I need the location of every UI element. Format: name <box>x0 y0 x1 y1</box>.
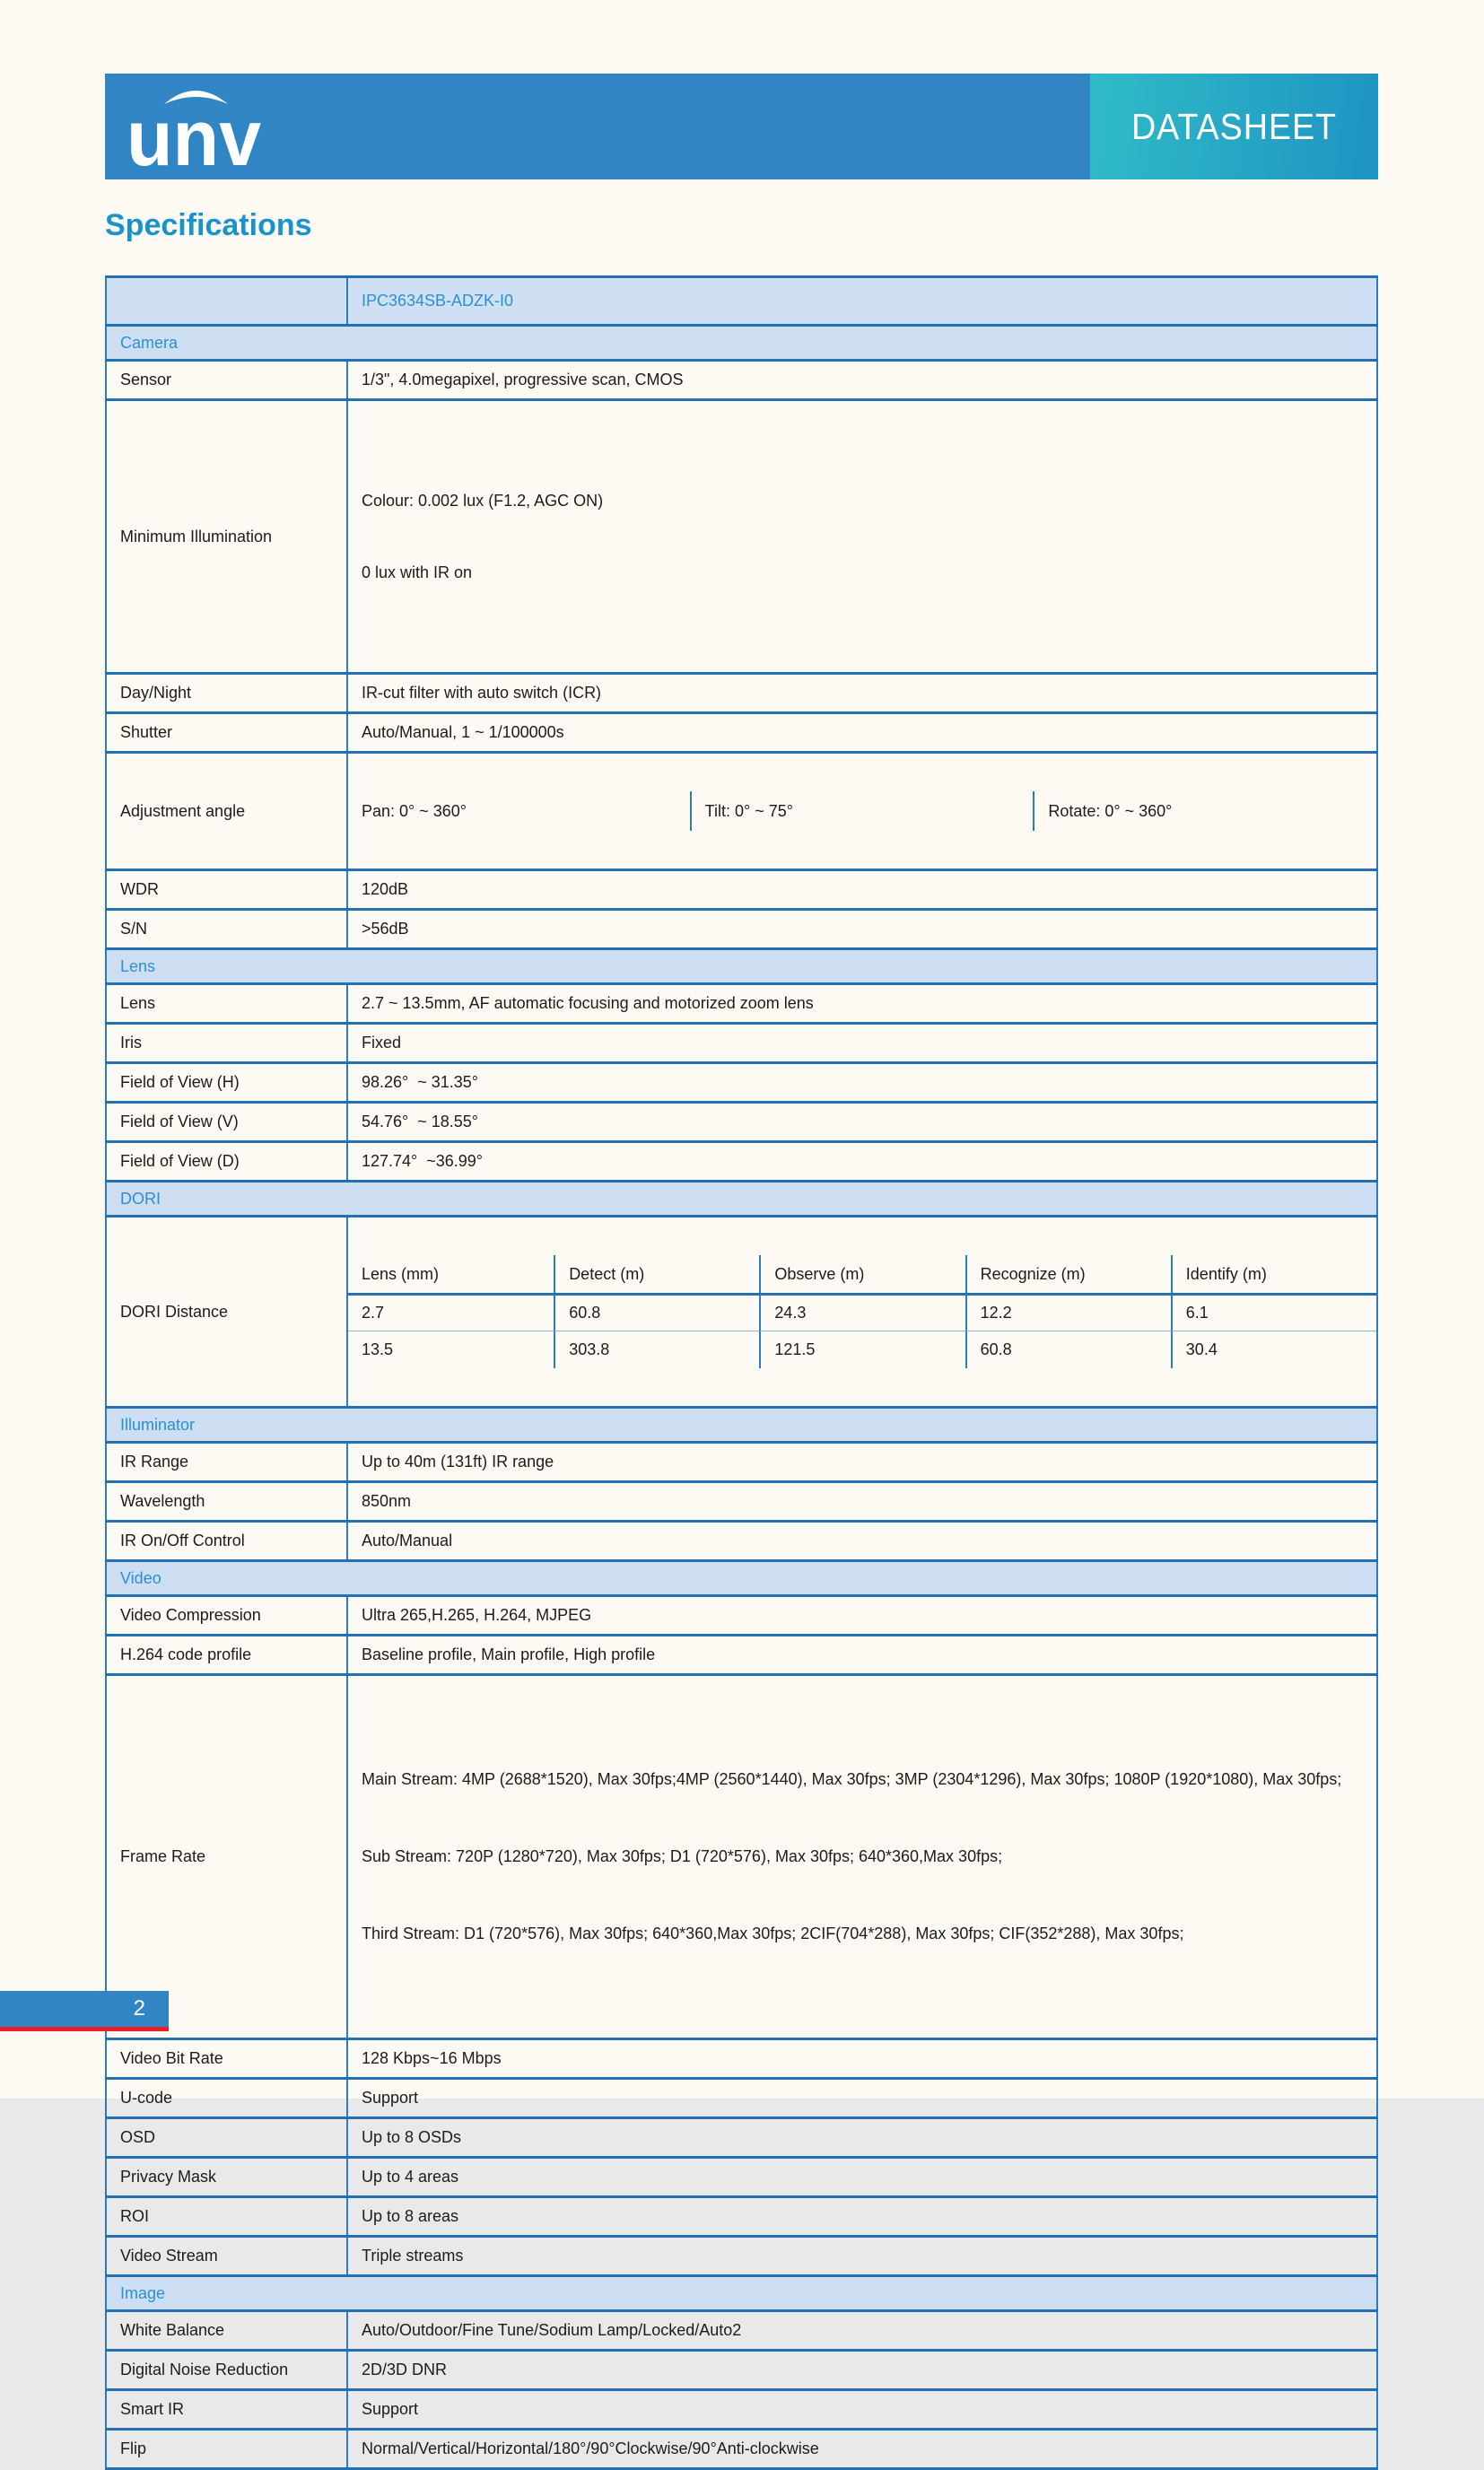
section-title: Lens <box>106 949 1377 984</box>
row-value <box>347 400 1377 674</box>
row-value: 1/3", 4.0megapixel, progressive scan, CMOS <box>347 361 1377 400</box>
row-value: 98.26° ~ 31.35° <box>347 1063 1377 1103</box>
dori-cell: 24.3 <box>759 1293 965 1331</box>
dori-cell: 121.5 <box>759 1331 965 1368</box>
row-value: Normal/Vertical/Horizontal/180°/90°Clockwise/90°Anti-clockwise <box>347 2430 1377 2469</box>
row-value: Up to 40m (131ft) IR range <box>347 1443 1377 1482</box>
row-shutter <box>106 713 1377 753</box>
row-ucode <box>106 2079 1377 2118</box>
row-h264-profile <box>106 1636 1377 1675</box>
row-label: Field of View (H) <box>106 1063 347 1103</box>
section-title: Video <box>106 1561 1377 1596</box>
row-label: Frame Rate <box>106 1675 347 2039</box>
row-label: Field of View (D) <box>106 1142 347 1182</box>
row-flip <box>106 2430 1377 2469</box>
row-value: 850nm <box>347 1482 1377 1522</box>
row-ir-range <box>106 1443 1377 1482</box>
row-label: Smart IR <box>106 2390 347 2430</box>
row-value: Triple streams <box>347 2237 1377 2276</box>
row-value: Auto/Manual, 1 ~ 1/100000s <box>347 713 1377 753</box>
row-label: IR Range <box>106 1443 347 1482</box>
row-adjustment-angle <box>106 753 1377 870</box>
adjustment-rotate: Rotate: 0° ~ 360° <box>1033 791 1376 831</box>
row-fov-d <box>106 1142 1377 1182</box>
section-dori <box>106 1182 1377 1217</box>
section-camera <box>106 326 1377 361</box>
row-sensor <box>106 361 1377 400</box>
row-value: 127.74° ~36.99° <box>347 1142 1377 1182</box>
page-title: Specifications <box>105 208 312 242</box>
row-privacy-mask <box>106 2158 1377 2197</box>
dori-cell: 60.8 <box>965 1331 1171 1368</box>
row-label: Iris <box>106 1024 347 1063</box>
row-day-night <box>106 674 1377 713</box>
section-title: Camera <box>106 326 1377 361</box>
row-video-stream <box>106 2237 1377 2276</box>
row-fov-h <box>106 1063 1377 1103</box>
row-dori-distance <box>106 1217 1377 1408</box>
specifications-table <box>105 275 1378 2470</box>
row-smart-ir <box>106 2390 1377 2430</box>
row-value: Auto/Outdoor/Fine Tune/Sodium Lamp/Locked/Auto2 <box>347 2311 1377 2351</box>
row-label: Digital Noise Reduction <box>106 2351 347 2390</box>
row-wdr <box>106 870 1377 910</box>
model-header-empty-cell <box>106 277 347 326</box>
row-label: Lens <box>106 984 347 1024</box>
row-label: Privacy Mask <box>106 2158 347 2197</box>
row-label: White Balance <box>106 2311 347 2351</box>
row-value <box>347 1217 1377 1408</box>
dori-cell: 6.1 <box>1171 1293 1376 1331</box>
dori-col-header: Observe (m) <box>759 1255 965 1293</box>
row-value: 128 Kbps~16 Mbps <box>347 2039 1377 2079</box>
row-video-compression <box>106 1596 1377 1636</box>
row-lens <box>106 984 1377 1024</box>
row-value: Auto/Manual <box>347 1522 1377 1561</box>
row-label: S/N <box>106 910 347 949</box>
row-label: DORI Distance <box>106 1217 347 1408</box>
row-label: Minimum Illumination <box>106 400 347 674</box>
dori-col-header: Detect (m) <box>554 1255 759 1293</box>
row-dnr <box>106 2351 1377 2390</box>
dori-col-header: Identify (m) <box>1171 1255 1376 1293</box>
row-value: Ultra 265,H.265, H.264, MJPEG <box>347 1596 1377 1636</box>
row-label: Sensor <box>106 361 347 400</box>
row-frame-rate <box>106 1675 1377 2039</box>
row-value: Support <box>347 2079 1377 2118</box>
unv-logo-icon <box>127 72 263 182</box>
row-label: Wavelength <box>106 1482 347 1522</box>
row-label: Flip <box>106 2430 347 2469</box>
section-illuminator <box>106 1408 1377 1443</box>
row-value: Up to 4 areas <box>347 2158 1377 2197</box>
model-number: IPC3634SB-ADZK-I0 <box>347 277 1377 326</box>
footer-page-bar <box>0 1991 169 2027</box>
row-value: 2.7 ~ 13.5mm, AF automatic focusing and motorized zoom lens <box>347 984 1377 1024</box>
row-value: Support <box>347 2390 1377 2430</box>
row-value <box>347 753 1377 870</box>
row-label: Video Stream <box>106 2237 347 2276</box>
row-label: ROI <box>106 2197 347 2237</box>
frame-rate-main-stream: Main Stream: 4MP (2688*1520), Max 30fps;4MP (2560*1440), Max 30fps; 3MP (2304*1296), Max 30fps; 1080P (1920*1080), Max 30fps; <box>362 1770 1342 1788</box>
row-value: Up to 8 areas <box>347 2197 1377 2237</box>
dori-cell: 303.8 <box>554 1331 759 1368</box>
datasheet-banner <box>1090 74 1378 179</box>
row-video-bit-rate <box>106 2039 1377 2079</box>
row-label: WDR <box>106 870 347 910</box>
row-value: Fixed <box>347 1024 1377 1063</box>
min-illum-line-1: Colour: 0.002 lux (F1.2, AGC ON) <box>362 492 604 510</box>
row-minimum-illumination <box>106 400 1377 674</box>
row-label: IR On/Off Control <box>106 1522 347 1561</box>
svg-text:unv: unv <box>127 93 262 182</box>
section-video <box>106 1561 1377 1596</box>
dori-cell: 13.5 <box>348 1331 554 1368</box>
dori-table <box>348 1255 1376 1368</box>
row-label: Shutter <box>106 713 347 753</box>
row-wavelength <box>106 1482 1377 1522</box>
min-illum-line-2: 0 lux with IR on <box>362 563 473 581</box>
dori-cell: 30.4 <box>1171 1331 1376 1368</box>
row-label: Video Bit Rate <box>106 2039 347 2079</box>
row-iris <box>106 1024 1377 1063</box>
row-white-balance <box>106 2311 1377 2351</box>
row-value: Up to 8 OSDs <box>347 2118 1377 2158</box>
dori-cell: 2.7 <box>348 1293 554 1331</box>
row-fov-v <box>106 1103 1377 1142</box>
section-image <box>106 2276 1377 2311</box>
section-lens <box>106 949 1377 984</box>
frame-rate-sub-stream: Sub Stream: 720P (1280*720), Max 30fps; D1 (720*576), Max 30fps; 640*360,Max 30fps; <box>362 1847 1003 1865</box>
adjustment-pan: Pan: 0° ~ 360° <box>362 801 467 820</box>
dori-col-header: Lens (mm) <box>362 1264 440 1283</box>
row-sn <box>106 910 1377 949</box>
dori-cell: 60.8 <box>554 1293 759 1331</box>
row-osd <box>106 2118 1377 2158</box>
row-value: Baseline profile, Main profile, High profile <box>347 1636 1377 1675</box>
row-value: IR-cut filter with auto switch (ICR) <box>347 674 1377 713</box>
row-label: Adjustment angle <box>106 753 347 870</box>
datasheet-label: DATASHEET <box>1130 105 1338 147</box>
section-title: Image <box>106 2276 1377 2311</box>
row-roi <box>106 2197 1377 2237</box>
row-value: 120dB <box>347 870 1377 910</box>
row-ir-control <box>106 1522 1377 1561</box>
row-label: Field of View (V) <box>106 1103 347 1142</box>
row-label: H.264 code profile <box>106 1636 347 1675</box>
section-title: Illuminator <box>106 1408 1377 1443</box>
row-value: 54.76° ~ 18.55° <box>347 1103 1377 1142</box>
model-header-row <box>106 277 1377 326</box>
row-value <box>347 1675 1377 2039</box>
row-value: >56dB <box>347 910 1377 949</box>
dori-col-header: Recognize (m) <box>965 1255 1171 1293</box>
row-value: 2D/3D DNR <box>347 2351 1377 2390</box>
top-banner <box>105 74 1378 182</box>
page-number: 2 <box>133 1996 145 2021</box>
dori-cell: 12.2 <box>965 1293 1171 1331</box>
row-label: Video Compression <box>106 1596 347 1636</box>
adjustment-tilt: Tilt: 0° ~ 75° <box>690 791 1034 831</box>
frame-rate-third-stream: Third Stream: D1 (720*576), Max 30fps; 640*360,Max 30fps; 2CIF(704*288), Max 30fps; CIF(352*288), Max 30fps; <box>362 1925 1184 1942</box>
row-label: Day/Night <box>106 674 347 713</box>
section-title: DORI <box>106 1182 1377 1217</box>
row-label: U-code <box>106 2079 347 2118</box>
row-label: OSD <box>106 2118 347 2158</box>
footer-red-stripe <box>0 2027 169 2031</box>
